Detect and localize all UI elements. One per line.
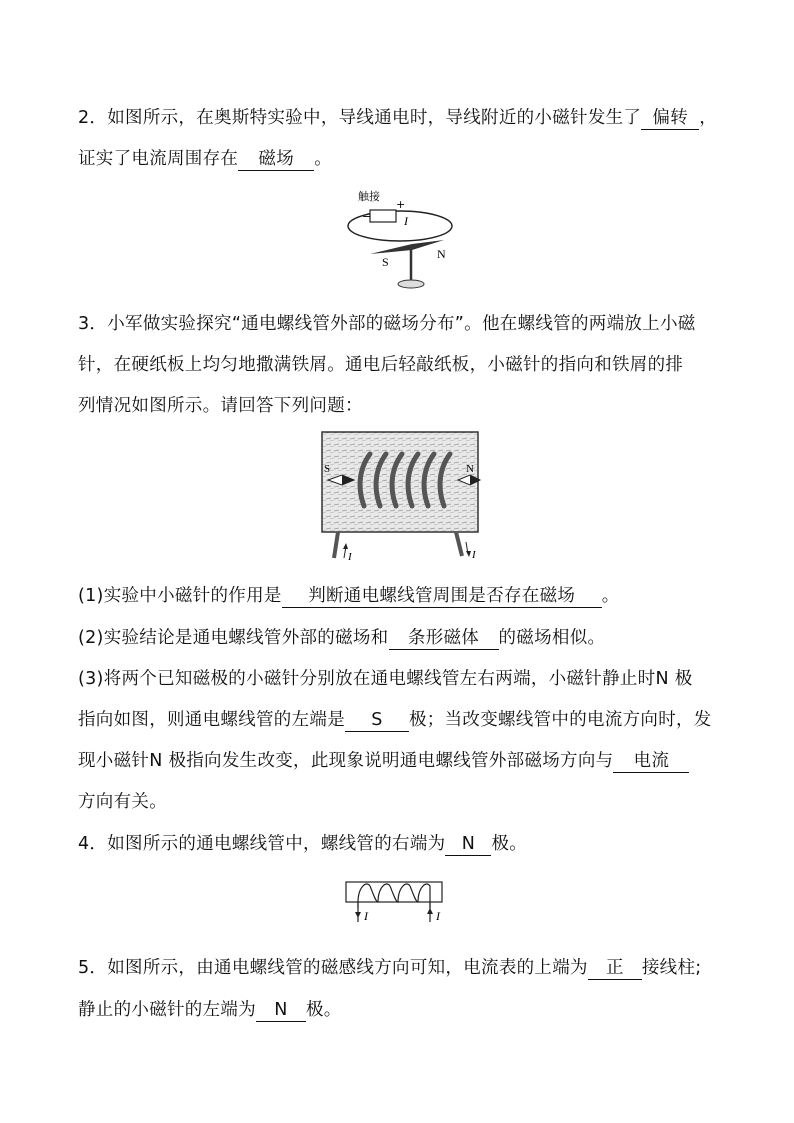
q2-text: 2．如图所示，在奥斯特实验中，导线通电时，导线附近的小磁针发生了 bbox=[78, 108, 642, 128]
q5-text: 接线柱; bbox=[641, 958, 702, 978]
q3-text: 指向如图，则通电螺线管的左端是 bbox=[78, 710, 345, 730]
left-current-arrow bbox=[355, 912, 361, 918]
right-current-label: I bbox=[472, 549, 476, 561]
right-lead-wire bbox=[456, 532, 462, 556]
q2-text: 证实了电流周围存在 bbox=[78, 149, 239, 169]
q5-text: 静止的小磁针的左端为 bbox=[78, 1000, 256, 1020]
battery-icon bbox=[370, 210, 396, 222]
q3-answer-blank: 条形磁体 bbox=[389, 627, 499, 650]
needle-icon bbox=[370, 240, 444, 254]
right-arrowhead bbox=[466, 551, 471, 557]
south-label: S bbox=[382, 255, 389, 269]
q5-line1 bbox=[78, 956, 701, 980]
plus-label: + bbox=[396, 198, 406, 211]
q3-line3: 列情况如图所示。请回答下列问题： bbox=[78, 396, 363, 416]
q3-answer-blank: 电流 bbox=[613, 750, 689, 773]
q3-text: 现小磁针N 极指向发生改变，此现象说明通电螺线管外部磁场方向与 bbox=[78, 751, 614, 771]
q3-text: (2)实验结论是通电螺线管外部的磁场和 bbox=[78, 628, 389, 648]
left-lead-wire bbox=[334, 532, 338, 558]
current-label: I bbox=[404, 214, 408, 228]
n-pole-label: N bbox=[466, 463, 474, 475]
right-current-arrow bbox=[427, 908, 433, 914]
q3-p3-line4: 方向有关。 bbox=[78, 792, 167, 812]
q5-text: 极。 bbox=[306, 1000, 342, 1020]
q4-answer-blank: N bbox=[445, 833, 491, 856]
q3-p3-line2 bbox=[78, 708, 712, 732]
q3-p3-line3 bbox=[78, 749, 689, 773]
touch-label: 触接 bbox=[358, 190, 380, 203]
oersted-experiment-figure bbox=[340, 186, 460, 298]
left-arrowhead bbox=[343, 543, 348, 549]
q3-line2: 针，在硬纸板上均匀地撒满铁屑。通电后轻敲纸板，小磁针的指向和铁屑的排 bbox=[78, 355, 684, 375]
q3-p2 bbox=[78, 626, 605, 650]
solenoid-filings-figure bbox=[318, 430, 484, 566]
stand-base bbox=[398, 280, 424, 288]
q3-answer-blank: S bbox=[345, 709, 409, 732]
q3-p3-line1: (3)将两个已知磁极的小磁针分别放在通电螺线管左右两端，小磁针静止时N 极 bbox=[78, 669, 693, 689]
q4-text: 极。 bbox=[491, 834, 528, 854]
minus-label: − bbox=[362, 210, 372, 223]
solenoid-figure bbox=[344, 878, 448, 926]
q2-line2 bbox=[78, 147, 332, 171]
solenoid-core bbox=[346, 882, 442, 902]
q3-text: 。 bbox=[601, 586, 620, 606]
q3-line1: 3．小军做实验探究“通电螺线管外部的磁场分布”。他在螺线管的两端放上小磁 bbox=[78, 314, 696, 334]
q5-answer-blank: N bbox=[256, 999, 306, 1022]
q3-answer-blank: 判断通电螺线管周围是否存在磁场 bbox=[282, 585, 602, 608]
q5-line2 bbox=[78, 998, 342, 1022]
right-current-label: I bbox=[436, 909, 440, 923]
s-pole-label: S bbox=[324, 463, 331, 475]
q5-answer-blank: 正 bbox=[588, 957, 642, 980]
q3-text: (1)实验中小磁针的作用是 bbox=[78, 586, 282, 606]
q4-text: 4．如图所示的通电螺线管中，螺线管的右端为 bbox=[78, 834, 446, 854]
q4-line bbox=[78, 832, 527, 856]
north-label: N bbox=[437, 247, 446, 261]
left-current-label: I bbox=[364, 909, 368, 923]
q5-text: 5．如图所示，由通电螺线管的磁感线方向可知，电流表的上端为 bbox=[78, 958, 588, 978]
q2-text: ， bbox=[699, 108, 718, 128]
q2-answer-blank: 偏转 bbox=[641, 107, 699, 130]
q2-answer-blank: 磁场 bbox=[238, 148, 314, 171]
left-current-label: I bbox=[348, 551, 352, 563]
q3-p1 bbox=[78, 584, 620, 608]
q2-line1 bbox=[78, 106, 717, 130]
q2-text: 。 bbox=[314, 149, 333, 169]
q3-text: 的磁场相似。 bbox=[498, 628, 606, 648]
solenoid-coil bbox=[358, 884, 430, 908]
q3-text: 极；当改变螺线管中的电流方向时，发 bbox=[409, 710, 712, 730]
